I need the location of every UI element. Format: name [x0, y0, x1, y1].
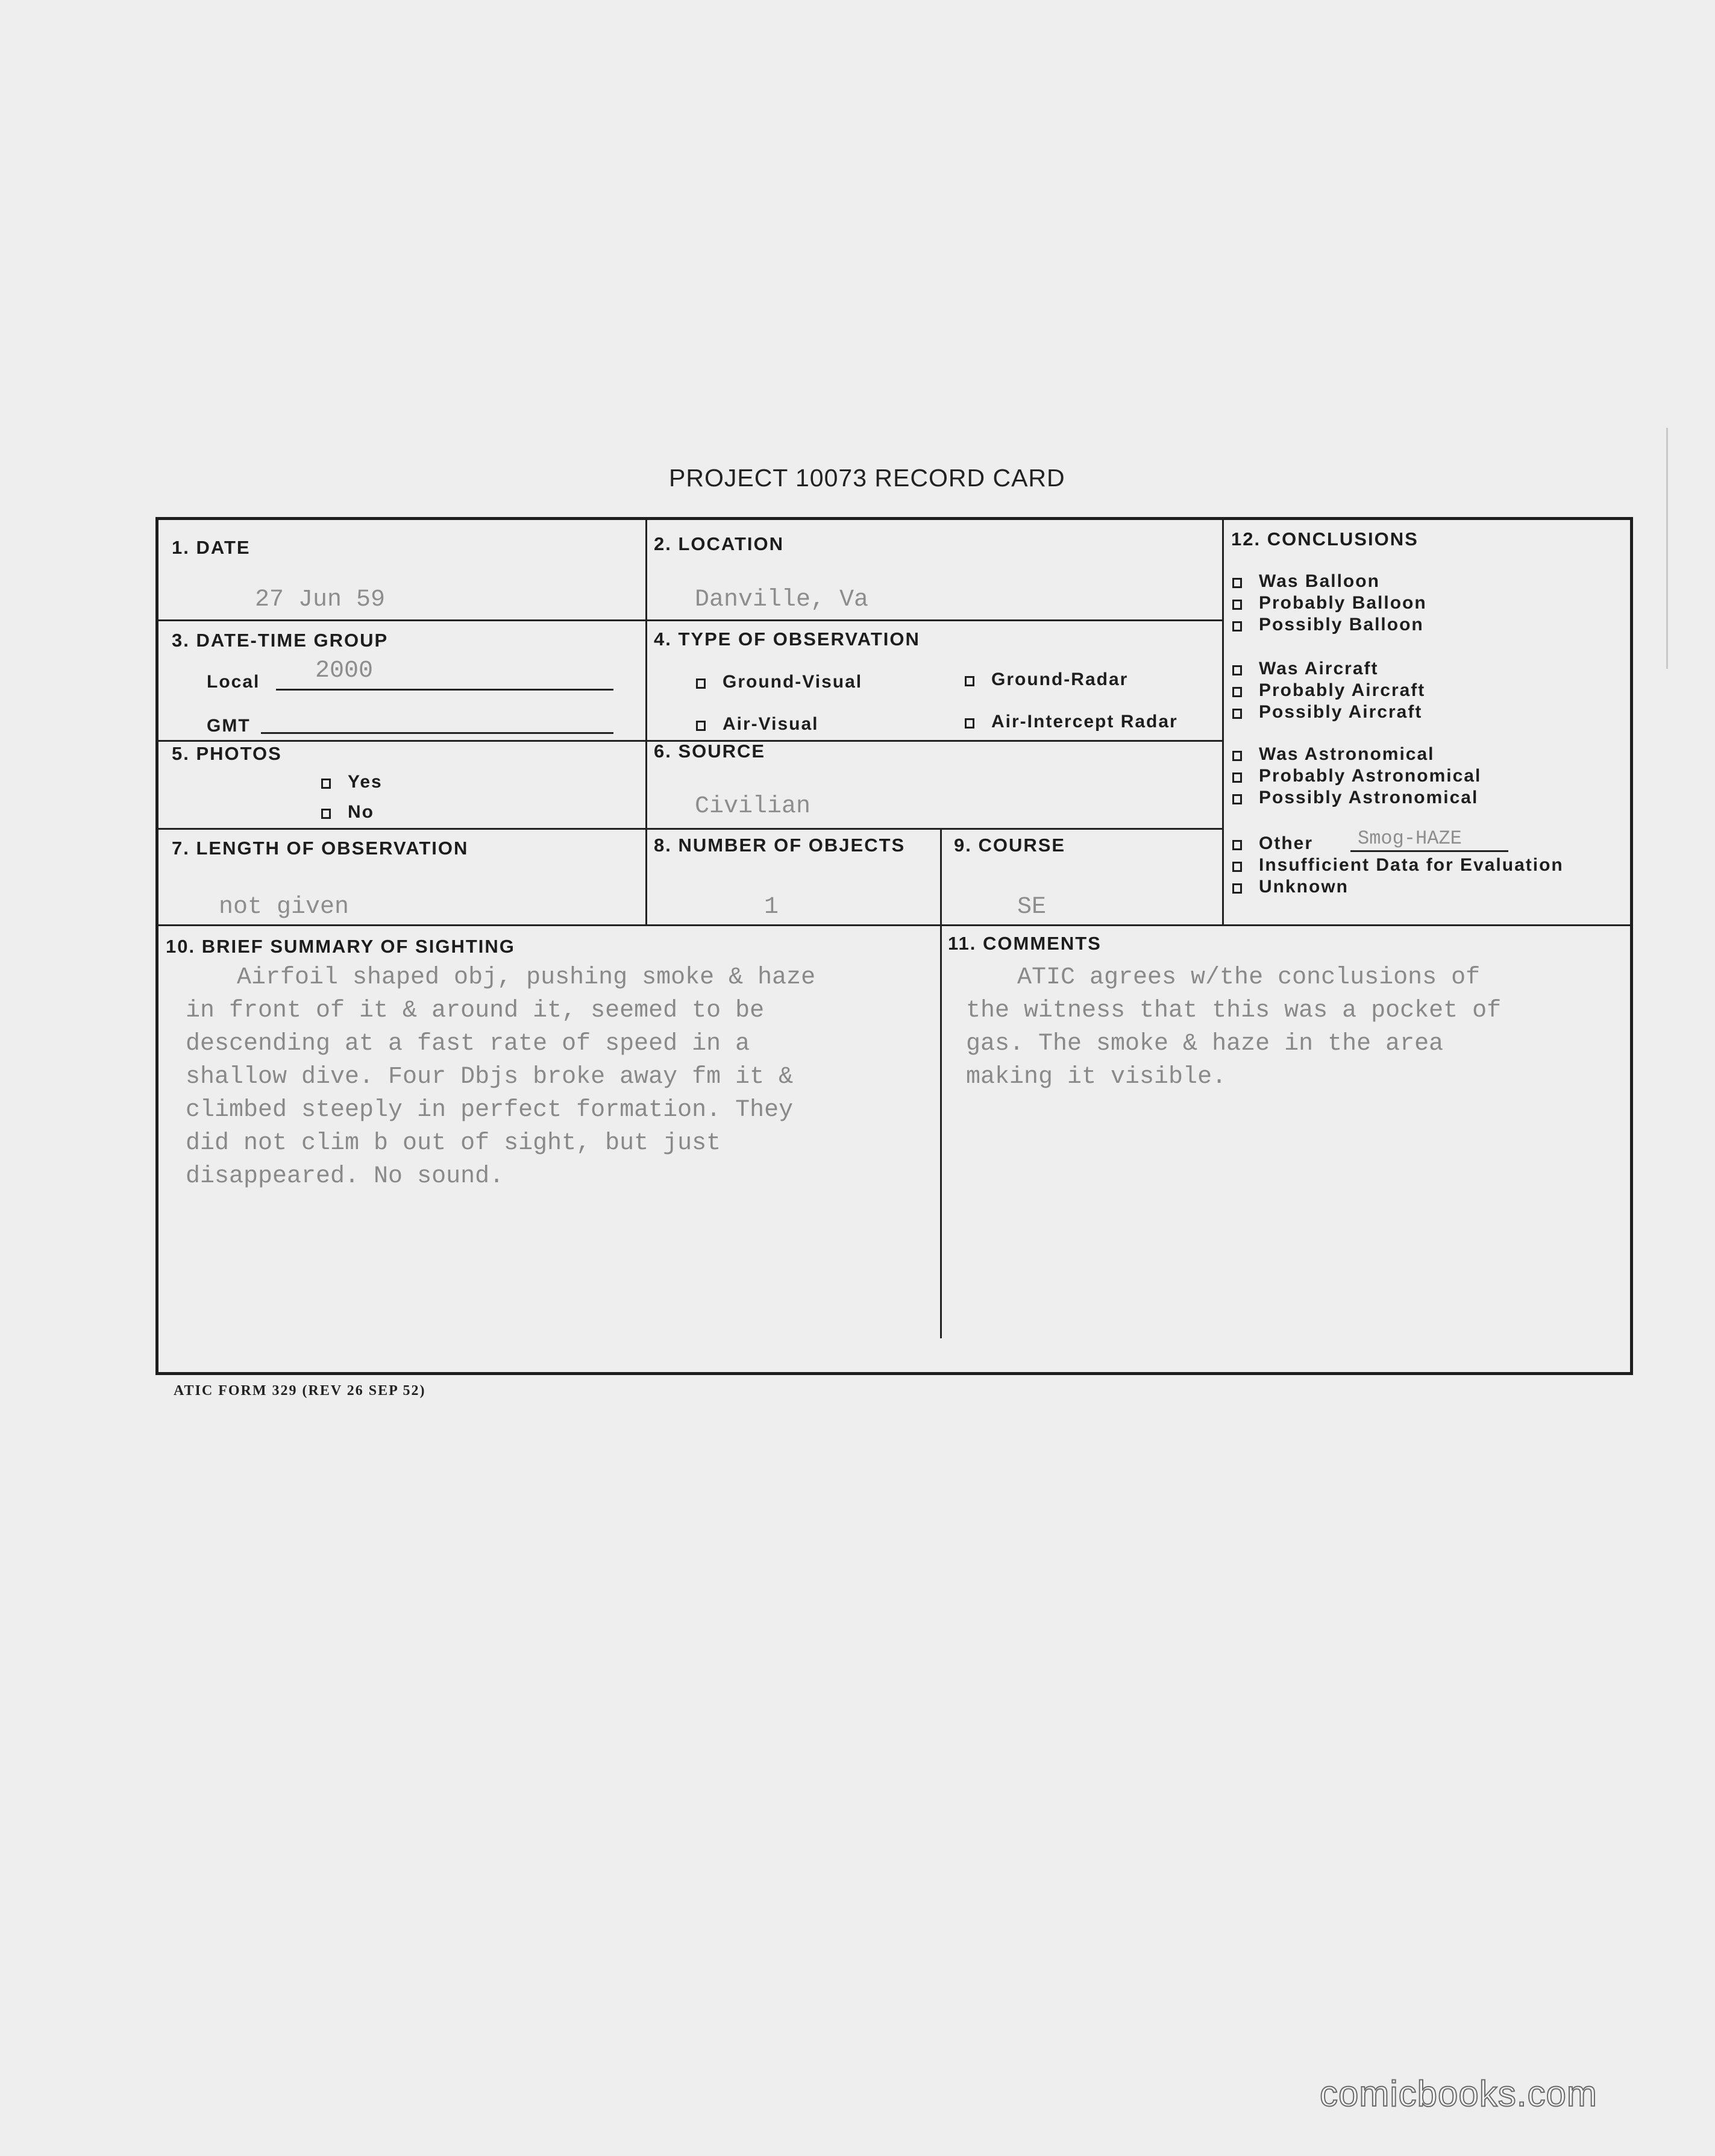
comments-line: making it visible.: [966, 1064, 1227, 1091]
local-label: Local: [207, 672, 260, 692]
conclusion-was-astronomical[interactable]: Was Astronomical: [1232, 744, 1435, 765]
form-number: ATIC FORM 329 (REV 26 SEP 52): [174, 1383, 426, 1399]
summary-line: shallow dive. Four Dbjs broke away fm it &: [186, 1064, 794, 1091]
local-value: 2000: [315, 657, 374, 685]
conclusion-was-balloon[interactable]: Was Balloon: [1232, 571, 1380, 592]
summary-line: did not clim b out of sight, but just: [186, 1130, 721, 1157]
comments-line: the witness that this was a pocket of: [966, 997, 1502, 1024]
checkbox-icon: [965, 718, 974, 729]
location-label: 2. LOCATION: [654, 533, 785, 554]
option-ground-radar[interactable]: Ground-Radar: [965, 669, 1128, 690]
divider: [1222, 520, 1224, 924]
divider: [940, 828, 942, 1338]
summary-line: Airfoil shaped obj, pushing smoke & haze: [237, 964, 816, 991]
checkbox-icon: [321, 809, 331, 819]
other-value: Smog-HAZE: [1358, 827, 1462, 850]
divider: [645, 520, 647, 924]
checkbox-icon: [1232, 772, 1242, 783]
photos-label: 5. PHOTOS: [172, 743, 282, 764]
summary-line: descending at a fast rate of speed in a: [186, 1030, 750, 1058]
comments-line: ATIC agrees w/the conclusions of: [1017, 964, 1481, 991]
watermark: comicbooks.com: [1320, 2073, 1597, 2114]
comments-text: [966, 961, 1501, 1094]
comments-line: gas. The smoke & haze in the area: [966, 1030, 1444, 1058]
checkbox-icon: [1232, 840, 1242, 850]
conclusion-was-aircraft[interactable]: Was Aircraft: [1232, 659, 1379, 679]
page-edge-mark: [1666, 428, 1668, 669]
checkbox-icon: [1232, 665, 1242, 675]
conclusion-possibly-balloon[interactable]: Possibly Balloon: [1232, 615, 1424, 635]
option-ground-visual[interactable]: Ground-Visual: [696, 672, 862, 692]
conclusion-unknown[interactable]: Unknown: [1232, 877, 1349, 897]
checkbox-icon: [1232, 883, 1242, 894]
type-obs-label: 4. TYPE OF OBSERVATION: [654, 628, 920, 650]
checkbox-icon: [1232, 709, 1242, 719]
other-field-line: [1350, 850, 1508, 852]
length-label: 7. LENGTH OF OBSERVATION: [172, 838, 469, 859]
summary-label: 10. BRIEF SUMMARY OF SIGHTING: [166, 936, 515, 957]
course-label: 9. COURSE: [954, 835, 1066, 856]
checkbox-icon: [1232, 578, 1242, 588]
source-value: Civilian: [695, 793, 811, 820]
photos-no[interactable]: No: [321, 802, 374, 823]
source-label: 6. SOURCE: [654, 741, 766, 762]
checkbox-icon: [1232, 794, 1242, 804]
conclusion-probably-astronomical[interactable]: Probably Astronomical: [1232, 766, 1481, 786]
conclusion-other[interactable]: Other: [1232, 833, 1313, 854]
conclusion-possibly-aircraft[interactable]: Possibly Aircraft: [1232, 702, 1422, 722]
comments-label: 11. COMMENTS: [948, 933, 1102, 954]
checkbox-icon: [696, 721, 706, 731]
checkbox-icon: [1232, 621, 1242, 631]
summary-text: [186, 961, 815, 1193]
location-value: Danville, Va: [695, 586, 869, 613]
checkbox-icon: [1232, 862, 1242, 872]
gmt-label: GMT: [207, 716, 251, 736]
checkbox-icon: [1232, 751, 1242, 761]
divider: [158, 828, 1223, 830]
conclusion-insufficient-data[interactable]: Insufficient Data for Evaluation: [1232, 855, 1564, 876]
record-card: [155, 517, 1633, 1375]
checkbox-icon: [696, 678, 706, 689]
summary-line: disappeared. No sound.: [186, 1163, 504, 1190]
course-value: SE: [1017, 894, 1047, 921]
summary-line: climbed steeply in perfect formation. They: [186, 1097, 794, 1124]
checkbox-icon: [965, 676, 974, 686]
checkbox-icon: [1232, 687, 1242, 697]
conclusion-probably-aircraft[interactable]: Probably Aircraft: [1232, 680, 1425, 701]
conclusion-probably-balloon[interactable]: Probably Balloon: [1232, 593, 1427, 613]
local-field-line: [276, 689, 613, 691]
conclusion-possibly-astronomical[interactable]: Possibly Astronomical: [1232, 788, 1478, 808]
summary-line: in front of it & around it, seemed to be: [186, 997, 765, 1024]
conclusions-label: 12. CONCLUSIONS: [1231, 528, 1419, 550]
checkbox-icon: [321, 779, 331, 789]
option-air-visual[interactable]: Air-Visual: [696, 714, 819, 735]
option-air-intercept-radar[interactable]: Air-Intercept Radar: [965, 712, 1178, 732]
length-value: not given: [219, 894, 350, 921]
photos-yes[interactable]: Yes: [321, 772, 383, 792]
dtg-label: 3. DATE-TIME GROUP: [172, 630, 389, 651]
date-label: 1. DATE: [172, 537, 251, 558]
num-objects-value: 1: [764, 894, 779, 921]
checkbox-icon: [1232, 600, 1242, 610]
divider: [158, 619, 1223, 621]
date-value: 27 Jun 59: [255, 586, 386, 613]
card-title: PROJECT 10073 RECORD CARD: [669, 464, 1065, 492]
divider: [158, 924, 1630, 926]
num-objects-label: 8. NUMBER OF OBJECTS: [654, 835, 906, 856]
gmt-field-line: [261, 732, 613, 734]
